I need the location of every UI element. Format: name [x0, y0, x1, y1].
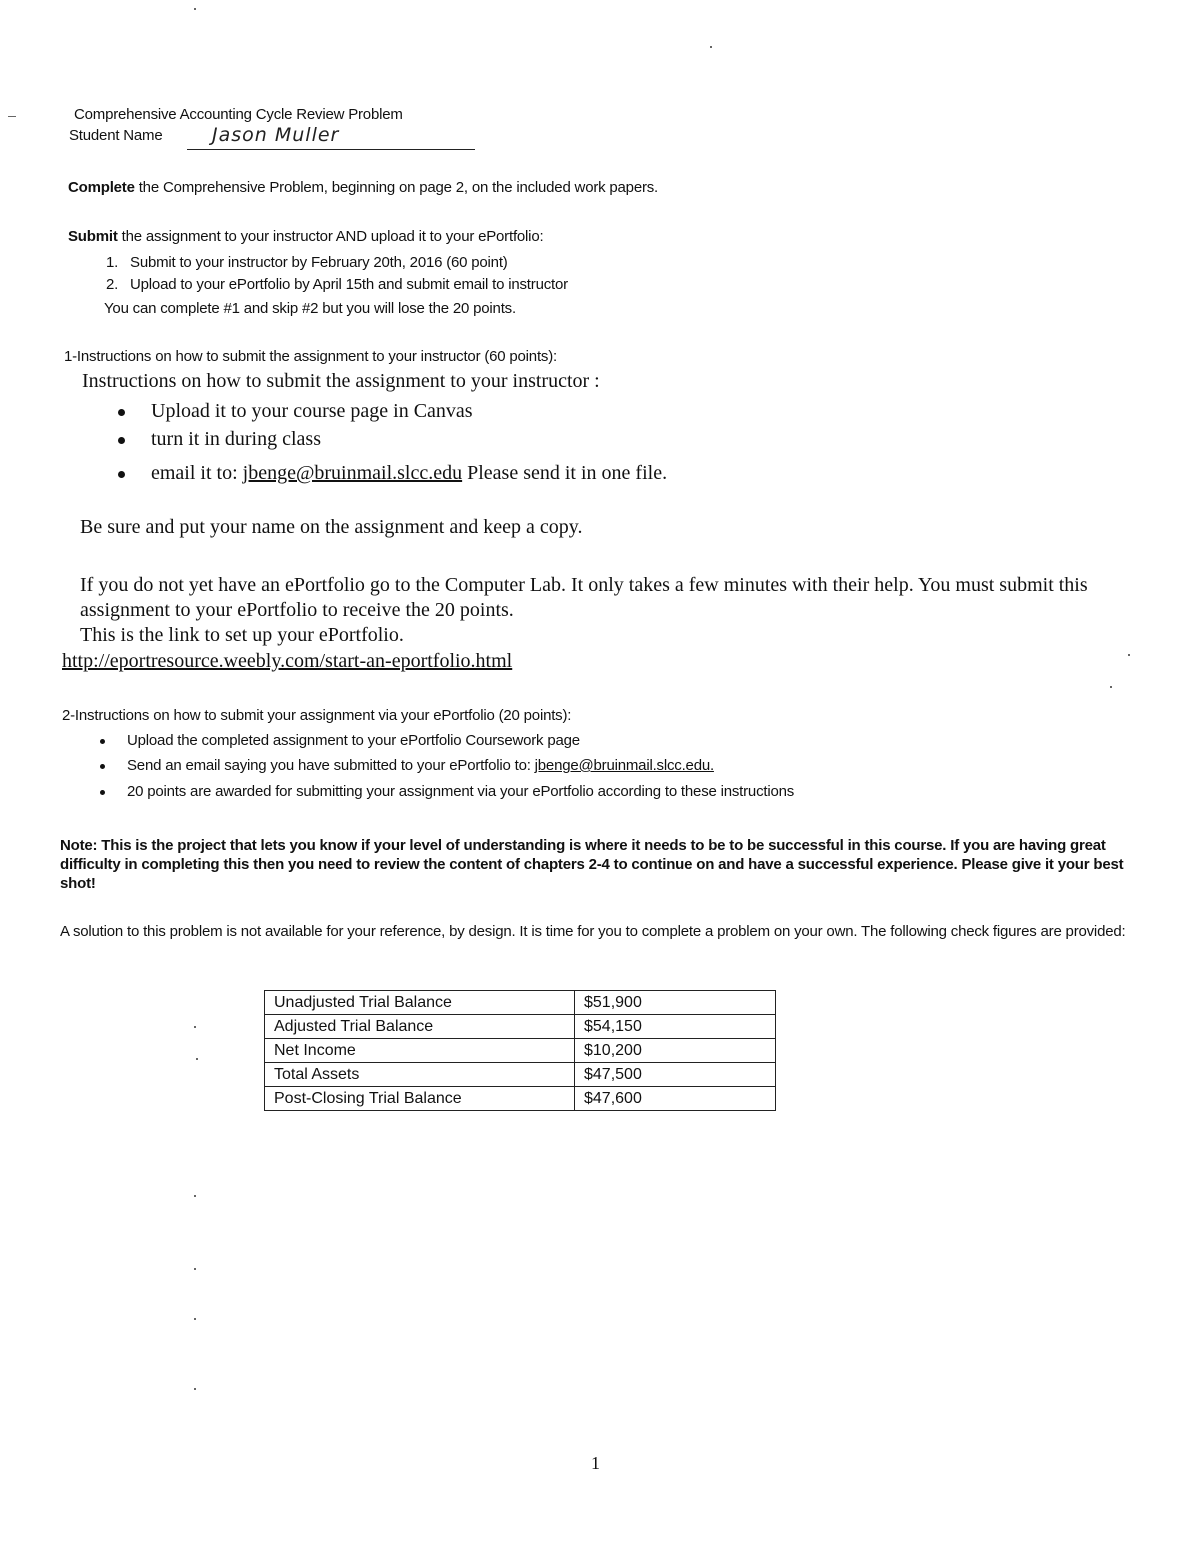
intro-instruction	[68, 179, 658, 196]
section2-bullet-3-text: 20 points are awarded for submitting your assignment via your ePortfolio according to these instructions	[127, 783, 795, 800]
scan-speck	[194, 1026, 196, 1028]
section2-bullet-2	[100, 757, 714, 774]
bullet-icon	[100, 764, 105, 769]
section2-heading: 2-Instructions on how to submit your assignment via your ePortfolio (20 points):	[62, 707, 572, 724]
scan-speck	[196, 1058, 198, 1060]
section1-bullet-2	[118, 428, 321, 451]
link-note: This is the link to set up your ePortfolio.	[80, 624, 404, 646]
section1-email-suffix: Please send it in one file.	[467, 462, 668, 484]
check-figure-value: $51,900	[575, 991, 776, 1015]
submit-instruction	[68, 228, 543, 245]
check-figure-label: Unadjusted Trial Balance	[265, 991, 575, 1015]
section1-email-link[interactable]: jbenge@bruinmail.slcc.edu	[242, 462, 463, 484]
scan-speck	[194, 1318, 196, 1320]
intro-complete-rest: the Comprehensive Problem, beginning on page 2, on the included work papers.	[138, 179, 659, 196]
student-name-handwritten: Jason Muller	[212, 124, 340, 146]
intro-complete-bold: Complete	[68, 179, 135, 196]
document-title: Comprehensive Accounting Cycle Review Problem	[74, 106, 403, 123]
submit-bold: Submit	[68, 228, 118, 245]
scan-speck	[1110, 686, 1112, 688]
important-note: Note: This is the project that lets you know if your level of understanding is where it needs to be to be successful in this course. If you are having great difficulty in completing this then you need to review the content of chapters 2-4 to continue on and have a successful experience. Please give it your best shot!	[60, 837, 1124, 892]
section2-email-prefix: Send an email saying you have submitted to your ePortfolio to:	[127, 757, 531, 774]
bullet-icon	[118, 471, 125, 478]
section1-bullet-2-text: turn it in during class	[151, 428, 321, 450]
check-figure-row	[265, 991, 776, 1015]
submit-item-1-text: Submit to your instructor by February 20th, 2016 (60 point)	[130, 254, 508, 271]
name-note: Be sure and put your name on the assignment and keep a copy.	[80, 516, 583, 538]
check-figure-label: Post-Closing Trial Balance	[265, 1087, 575, 1111]
check-figures-table	[264, 990, 776, 1111]
eportfolio-setup-link[interactable]: http://eportresource.weebly.com/start-an-eportfolio.html	[62, 650, 513, 672]
scan-speck	[710, 46, 712, 48]
check-figure-label: Net Income	[265, 1039, 575, 1063]
scan-speck	[194, 1388, 196, 1390]
eportfolio-note: If you do not yet have an ePortfolio go to the Computer Lab. It only takes a few minutes with their help. You must submit this assignment to your ePortfolio to receive the 20 points.	[80, 574, 1088, 621]
scan-speck	[194, 1268, 196, 1270]
submit-rest: the assignment to your instructor AND upload it to your ePortfolio:	[121, 228, 544, 245]
bullet-icon	[100, 790, 105, 795]
section1-subheading: Instructions on how to submit the assignment to your instructor :	[82, 370, 600, 392]
scan-speck	[194, 8, 196, 10]
student-name-label: Student Name	[69, 127, 163, 144]
scan-speck	[1128, 654, 1130, 656]
student-name-line	[187, 149, 475, 150]
check-figure-value: $47,500	[575, 1063, 776, 1087]
check-figure-row	[265, 1039, 776, 1063]
section1-bullet-1	[118, 400, 473, 423]
section2-email-link[interactable]: jbenge@bruinmail.slcc.edu.	[534, 757, 714, 774]
check-figure-value: $10,200	[575, 1039, 776, 1063]
submit-note: You can complete #1 and skip #2 but you will lose the 20 points.	[104, 300, 516, 317]
check-figure-label: Total Assets	[265, 1063, 575, 1087]
check-figure-value: $47,600	[575, 1087, 776, 1111]
section1-heading: 1-Instructions on how to submit the assignment to your instructor (60 points):	[64, 348, 557, 365]
check-figure-value: $54,150	[575, 1015, 776, 1039]
solution-note: A solution to this problem is not available for your reference, by design. It is time for you to complete a problem on your own. The following check figures are provided:	[60, 923, 1126, 940]
section1-email-prefix: email it to:	[151, 462, 238, 484]
submit-item-2: 2. Upload to your ePortfolio by April 15th and submit email to instructor	[106, 276, 568, 293]
check-figure-row	[265, 1015, 776, 1039]
scan-speck	[8, 116, 16, 117]
check-figure-row	[265, 1063, 776, 1087]
scan-speck	[194, 1195, 196, 1197]
bullet-icon	[100, 739, 105, 744]
page-number: 1	[591, 1453, 600, 1473]
section2-bullet-1	[100, 732, 580, 749]
check-figure-row	[265, 1087, 776, 1111]
bullet-icon	[118, 437, 125, 444]
section2-bullet-3	[100, 783, 794, 800]
section1-bullet-1-text: Upload it to your course page in Canvas	[151, 400, 473, 422]
bullet-icon	[118, 409, 125, 416]
submit-item-2-text: Upload to your ePortfolio by April 15th and submit email to instructor	[130, 276, 568, 293]
section2-bullet-1-text: Upload the completed assignment to your ePortfolio Coursework page	[127, 732, 580, 749]
section1-bullet-3	[118, 462, 667, 485]
check-figure-label: Adjusted Trial Balance	[265, 1015, 575, 1039]
submit-item-1: 1. Submit to your instructor by February 20th, 2016 (60 point)	[106, 254, 508, 271]
